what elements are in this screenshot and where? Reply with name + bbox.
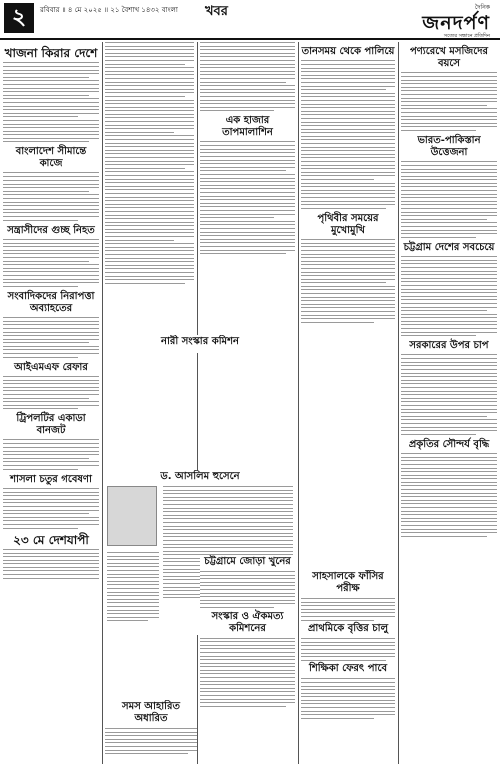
article-body [3,321,99,358]
bottom-story [105,700,197,764]
headline: সরকারের উপর চাপ [401,340,497,355]
column-divider [298,42,299,764]
masthead [0,0,500,40]
article-body [301,243,395,323]
article-body [105,42,194,284]
article-body [3,492,99,529]
dateline: রবিবার ॥ ৪ মে ২০২৫ ॥ ২১ বৈশাখ ১৪৩২ বাংলা [40,6,178,14]
headline: আইএমএফ রেফার [3,362,99,377]
article-body [401,165,497,238]
page-number: ২ [4,3,34,33]
article-body [3,443,99,469]
headline: খাজনা কিরার দেশে [3,46,99,63]
story-headline-box [105,335,295,353]
column-1 [3,42,99,764]
section-title: খবর [205,4,228,19]
column-5 [401,42,497,764]
headline: প্রাথমিকে বৃত্তির চালু [307,623,389,635]
headline: ড. আসলিম হুসেনে [160,471,240,482]
article-body [3,380,99,410]
article-body [105,728,197,754]
headline: সমস আহারিত অধারিত [122,701,180,724]
headline: ২৩ মে দেশযাপী [3,533,99,550]
article-body [401,260,497,336]
headline: পণ্যরেখে মসজিদের বয়সে [401,46,497,73]
newspaper-logo [422,2,490,41]
article-body [301,638,395,661]
headline: ভারত-পাকিস্তান উত্তেজনা [401,135,497,162]
headline: শিক্ষিকা ফেরৎ পাবে [308,663,388,675]
article-body [401,358,497,434]
news-photo [107,486,157,546]
lower-stories [200,555,295,764]
article-body [301,598,395,621]
article-body [401,457,497,537]
headline: এক হাজার তাপমালাশিন [200,115,295,142]
article-body [301,64,395,209]
headline: সংবাদিকদের নিরাপত্তা অব্যাহতের [3,291,99,318]
article-body [3,176,99,220]
headline: চট্টগ্রামে জোড়া খুনের [204,556,291,567]
article-body [3,66,99,142]
article-body [107,552,159,624]
headline: সংস্কার ও ঐকমত্য কমিশনের [211,610,284,634]
column-divider [102,42,103,764]
logo-name: জনদর্পণ [422,12,490,34]
headline: নারী সংস্কার কমিশন [160,336,239,347]
column-divider [398,42,399,764]
article-body [200,42,295,111]
headline: পৃথিবীর সময়ের মুখোমুখি [301,213,395,240]
headline: সাহসালকে ফাঁসির পরীক্ষ [312,571,384,594]
headline: প্রকৃতির সৌন্দর্য বৃদ্ধি [401,439,497,454]
article-body [401,76,497,131]
headline: ট্রিপলটির একাডা বানজট [3,413,99,440]
article-body [200,571,295,608]
headline: শাসলা চতুর গবেষণা [3,474,99,489]
article-body [3,243,99,287]
column-2 [105,42,194,764]
article-body [3,553,99,579]
article-body [301,678,395,719]
logo-tagline: সত্যের সন্ধানে প্রতিদিন [443,33,490,39]
logo-prefix: দৈনিক [474,4,490,11]
article-body [200,638,295,707]
headline: সন্ত্রাসীদের গুচ্ছ নিহত [3,225,99,240]
lower-stories [301,570,395,764]
headline: বাংলাদেশ সীমান্তে কাজে [3,146,99,173]
headline: চট্টগ্রাম দেশের সবচেয়ে [401,242,497,257]
headline: তানসময় থেকে পালিয়ে [301,46,395,61]
article-body [200,145,295,254]
column-divider [197,42,198,764]
